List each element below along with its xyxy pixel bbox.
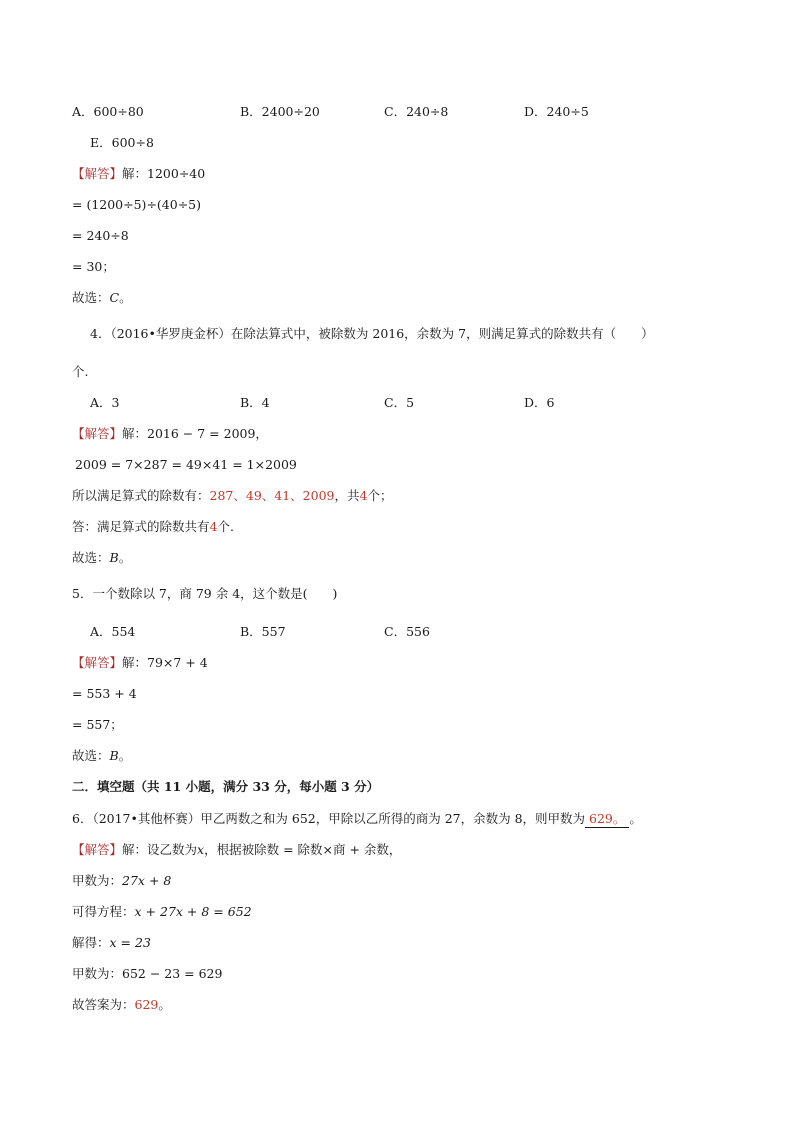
option-e: E．600÷8 [90,135,154,150]
answer-tag: 【解答】 [72,166,123,181]
answer-text: 甲数为： [72,873,123,888]
question-stem-cont: 个. [72,364,89,379]
highlight-count: 4 [359,488,368,503]
choice-prefix: 故选： [72,290,110,305]
choice-suffix: 。 [119,290,132,305]
answer-blank: 629。 [585,811,629,828]
choice-line [72,290,132,306]
stem-text: 6．（2017•其他杯赛）甲乙两数之和为 652，甲除以乙所得的商为 27，余数为 8，则甲数为 [72,811,586,826]
answer-line: = (1200÷5)÷(40÷5) [72,197,201,212]
answer-expr: x = 23 [109,935,151,950]
option-a: A．554 [90,624,136,639]
answer-text: ，根据被除数 = 除数×商 + 余数， [204,842,402,857]
answer-text: 可得方程： [72,904,135,919]
answer-line [72,655,208,671]
answer-tag: 【解答】 [72,655,123,670]
choice-prefix: 故选： [72,550,110,565]
question-stem: 4．（2016•华罗庚金杯）在除法算式中，被除数为 2016，余数为 7，则满足算式的除数共有（ ） [90,326,654,341]
answer-line [72,519,234,535]
answer-line: = 553 + 4 [72,686,137,701]
choice-letter: C [109,290,120,305]
answer-line: 甲数为：652 − 23 = 629 [72,966,223,981]
answer-line [72,873,171,889]
answer-line: = 240÷8 [72,228,129,243]
option-a: A．3 [90,395,120,410]
answer-line [72,488,392,504]
answer-text: 个； [367,488,393,503]
answer-line: = 557； [72,717,123,732]
answer-line [72,997,171,1013]
option-d: D．240÷5 [524,104,589,119]
answer-tag: 【解答】 [72,426,123,441]
choice-suffix: 。 [118,748,132,763]
option-c: C．556 [384,624,430,639]
answer-text: 答：满足算式的除数共有 [72,519,210,534]
answer-text: 个. [217,519,234,534]
answer-text: 解：2016 − 7 = 2009， [122,426,268,441]
option-b: B．4 [240,395,270,410]
choice-suffix: 。 [118,550,132,565]
question-stem: 5．一个数除以 7，商 79 余 4，这个数是( ) [72,586,338,601]
answer-line [72,426,268,442]
choice-prefix: 故选： [72,748,110,763]
answer-text: 解：1200÷40 [122,166,206,181]
choice-line [72,748,131,764]
choice-letter: B [109,550,119,565]
highlight-values: 287、49、41、2009 [209,488,335,503]
question-stem [72,811,642,828]
answer-text: 解：79×7 + 4 [122,655,208,670]
option-b: B．2400÷20 [240,104,320,119]
answer-text: 故答案为： [72,997,135,1012]
highlight-value: 629 [134,997,159,1012]
answer-text: ，共 [334,488,360,503]
answer-text: 所以满足算式的除数有： [72,488,210,503]
option-b: B．557 [240,624,286,639]
answer-line: 2009 = 7×287 = 49×41 = 1×2009 [75,457,297,472]
option-a: A．600÷80 [72,104,144,119]
option-c: C．240÷8 [384,104,449,119]
answer-expr: x + 27x + 8 = 652 [134,904,252,919]
choice-line [72,550,131,566]
answer-text: 解得： [72,935,110,950]
option-c: C．5 [384,395,415,410]
answer-expr: 27x + 8 [122,873,172,888]
stem-text: 。 [629,811,642,826]
answer-line [72,904,252,920]
answer-line [72,842,401,858]
highlight-count: 4 [209,519,218,534]
answer-line [72,166,205,182]
variable-x: x [197,842,205,857]
option-d: D．6 [524,395,555,410]
choice-letter: B [109,748,119,763]
answer-line [72,935,151,951]
answer-line: = 30； [72,259,115,274]
answer-tag: 【解答】 [72,842,123,857]
answer-text: 解：设乙数为 [122,842,198,857]
section-heading: 二．填空题（共 11 小题，满分 33 分，每小题 3 分） [72,779,380,794]
answer-text: 。 [158,997,171,1012]
